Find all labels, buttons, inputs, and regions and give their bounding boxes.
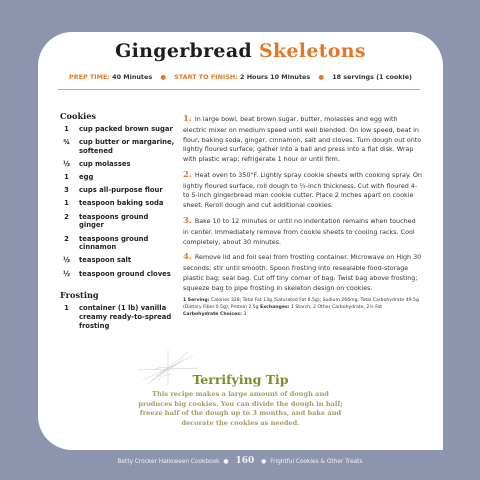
- nutrition-info: [183, 298, 423, 319]
- ingredient-item: [60, 125, 175, 134]
- ingredient-text: teaspoon salt: [79, 256, 132, 265]
- ingredient-text: teaspoons ground ginger: [79, 212, 149, 230]
- footer-bullet: ●: [261, 458, 267, 465]
- ingredient-amount: 1: [64, 199, 69, 208]
- ingredient-item: [60, 173, 175, 182]
- ingredient-amount: ¾: [62, 138, 71, 147]
- ingredient-amount: 2: [64, 234, 69, 243]
- step-number: 1.: [183, 114, 192, 124]
- ingredient-text: cup butter or margarine, softened: [79, 138, 175, 155]
- ingredient-amount: 2: [64, 212, 69, 221]
- frosting-heading: Frosting: [60, 290, 99, 301]
- step-number: 3.: [183, 215, 192, 226]
- step-number: 4.: [183, 252, 192, 263]
- ingredient-amount: ½: [62, 160, 71, 169]
- ingredient-item: [60, 199, 175, 208]
- step-4: [183, 251, 423, 293]
- ingredient-item: [60, 213, 175, 231]
- footer-chapter: Frightful Cookies & Other Treats: [270, 459, 363, 465]
- footer-bullet: ●: [223, 458, 229, 465]
- step-2: [183, 169, 423, 211]
- ingredient-item: [60, 256, 175, 265]
- title-word-1: Gingerbread: [115, 40, 253, 62]
- ingredient-amount: 3: [64, 186, 69, 195]
- ingredient-amount: 1: [64, 125, 69, 133]
- ingredients-column: [60, 111, 175, 335]
- choices-text: 3: [243, 312, 247, 318]
- ingredient-amount: ½: [62, 269, 71, 278]
- ingredient-text: cup packed brown sugar: [79, 125, 173, 133]
- cookies-list: [60, 125, 175, 278]
- divider: [58, 89, 420, 90]
- directions: [183, 113, 423, 319]
- ingredient-item: [60, 160, 175, 169]
- step-text: Bake 10 to 12 minutes or until no indentation remains when touched in center. Immediately remove from cookie sheets to cooling racks. Cool completely, about 30 minutes.: [183, 216, 416, 246]
- cookies-heading: Cookies: [60, 111, 97, 121]
- step-3: [183, 215, 423, 247]
- page-title: [38, 40, 443, 62]
- ingredient-text: egg: [79, 173, 94, 182]
- ingredient-amount: ½: [62, 256, 71, 265]
- footer-book: Betty Crocker Halloween Cookbook: [117, 459, 220, 465]
- ingredient-text: teaspoon baking soda: [79, 199, 164, 208]
- ingredient-amount: 1: [64, 304, 69, 313]
- tip-text: This recipe makes a large amount of dough and produces big cookies. You can divide the dough in half; freeze half of the dough up to 3 months, and bake and decorate the cookies as needed.: [138, 390, 343, 427]
- ingredient-text: teaspoon ground cloves: [79, 269, 171, 278]
- step-text: Heat oven to 350°F. Lightly spray cookie sheets with cooking spray. On lightly floured surface, roll dough to ¼-inch thickness. Cut with floured 4- to 5-inch gingerbread man cookie cutter. Place 2 inches apart on cookie sheet. Reroll dough and cut additional cookies.: [183, 170, 422, 210]
- choices-label: Carbohydrate Choices:: [183, 312, 242, 318]
- exchanges-label: Exchanges:: [260, 305, 290, 311]
- servings: 18 servings (1 cookie): [332, 73, 412, 81]
- step-text: In large bowl, beat brown sugar, butter, molasses and egg with electric mixer on medium speed until well blended. On low speed, beat in flour, baking soda, ginger, cinnamon, salt and cloves. Turn dough out onto lightly floured surface; gather into a ball and press into a flat disk. Wrap with plastic wrap; refrigerate 1 hour or until firm.: [183, 115, 422, 164]
- page-footer: [0, 456, 480, 466]
- ingredient-item: [60, 304, 175, 330]
- ingredient-text: cup molasses: [79, 160, 131, 169]
- step-1: [183, 113, 423, 165]
- title-word-2: Skeletons: [258, 40, 366, 62]
- ingredient-amount: 1: [64, 173, 69, 182]
- prep-label: PREP TIME:: [69, 73, 110, 81]
- ingredient-text: teaspoons ground cinnamon: [79, 234, 149, 252]
- finish-value: 2 Hours 10 Minutes: [240, 73, 311, 81]
- ingredient-text: container (1 lb) vanilla creamy ready-to-spread frosting: [79, 304, 172, 331]
- serving-label: 1 Serving:: [183, 298, 210, 304]
- page-number: 160: [235, 456, 255, 466]
- step-text: Remove lid and foil seal from frosting container. Microwave on High 30 seconds; stir until smooth. Spoon frosting into resealable food-storage plastic bag; seal bag. Cut off tiny corner of bag. Twist bag above frosting; squeeze bag to pipe frosting in skeleton design on cookies.: [183, 253, 422, 292]
- meta-separator: ●: [160, 73, 166, 81]
- recipe-meta: [38, 73, 443, 81]
- meta-separator: ●: [318, 73, 324, 81]
- ingredient-item: [60, 235, 175, 253]
- exchanges-text: 1 Starch, 2 Other Carbohydrate, 2½ Fat: [291, 305, 383, 311]
- ingredient-item: [60, 270, 175, 279]
- frosting-list: [60, 304, 175, 330]
- prep-value: 40 Minutes: [112, 73, 153, 81]
- ingredient-item: [60, 186, 175, 195]
- ingredient-text: cups all-purpose flour: [79, 186, 163, 195]
- tip-title: Terrifying Tip: [192, 372, 289, 387]
- serving-text: Calories 328; Total Fat 13g (Saturated Fat 6.5g); Sodium 266mg; Total Carbohydrate 49.5g (Dietary Fiber 0.5g); Protein 2.5g: [183, 298, 419, 311]
- finish-label: START TO FINISH:: [174, 73, 238, 81]
- step-number: 2.: [183, 169, 192, 180]
- ingredient-item: [60, 138, 175, 156]
